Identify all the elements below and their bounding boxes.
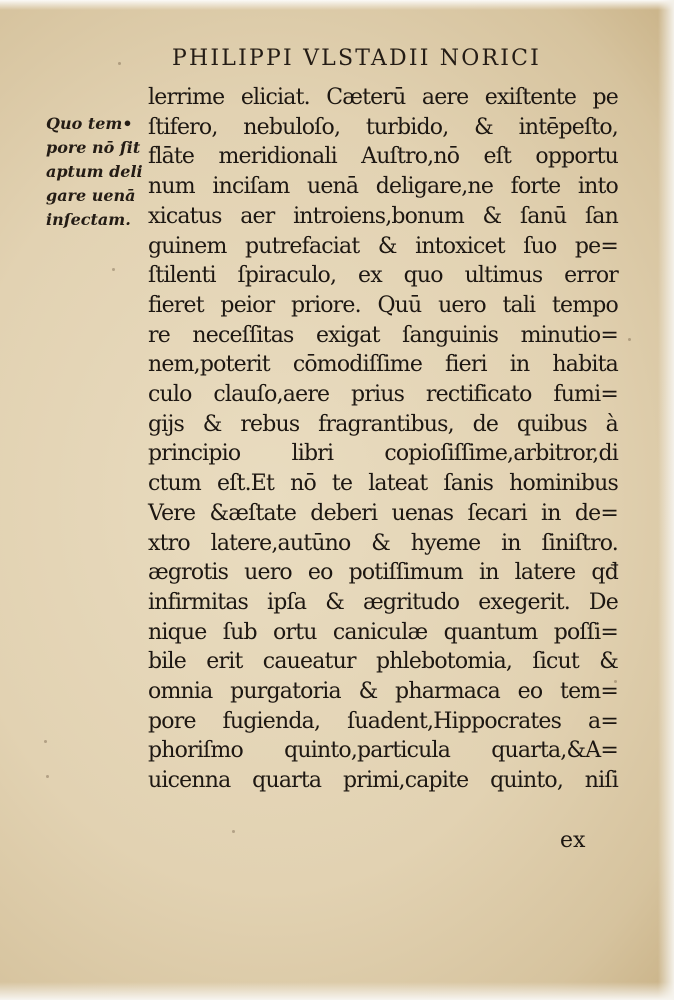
text-line: lerrime eliciat. Cæterū aere exiſtente pe <box>148 85 618 110</box>
marginal-note-line: Quo tem• <box>46 114 133 133</box>
text-line: ægrotis uero eo potiſſimum in latere qđ <box>148 560 618 586</box>
text-line: nem,poterit cōmodiſſime fieri in habita <box>148 352 618 378</box>
paper-speck <box>614 680 617 683</box>
marginal-note <box>46 112 150 232</box>
text-line: ſtilenti ſpiraculo, ex quo ultimus error <box>148 263 618 289</box>
text-line: guinem putrefaciat & intoxicet ſuo pe= <box>148 233 618 259</box>
text-line: nique ſub ortu caniculæ quantum poſſi= <box>148 619 618 645</box>
page-right-edge <box>658 0 674 1000</box>
text-line: phoriſmo quinto,particula quarta,&A= <box>148 738 618 764</box>
paper-speck <box>628 338 631 341</box>
text-line: fieret peior priore. Quū uero tali tempo <box>148 292 618 318</box>
text-line: bile erit caueatur phlebotomia, ſicut & <box>148 649 618 675</box>
catchword: ex <box>560 828 586 853</box>
text-line: re neceſſitas exigat ſanguinis minutio= <box>148 322 618 348</box>
running-head: PHILIPPI VLSTADII NORICI <box>172 46 542 71</box>
paper-speck <box>46 775 49 778</box>
paper-speck <box>118 62 121 65</box>
marginal-note-line: aptum deli <box>46 162 143 181</box>
text-line: xtro latere,autūno & hyeme in ſiniſtro. <box>148 530 618 556</box>
paper-speck <box>232 830 235 833</box>
text-line: omnia purgatoria & pharmaca eo tem= <box>148 679 618 705</box>
page-bottom-edge <box>0 982 674 1000</box>
paper-speck <box>112 268 115 271</box>
text-line: principio libri copioſiſſime,arbitror,di <box>148 441 618 467</box>
text-line: gijs & rebus fragrantibus, de quibus à <box>148 411 618 437</box>
text-line: num inciſam uenā deligare,ne forte into <box>148 174 618 200</box>
text-line: ctum eſt.Et nō te lateat ſanis hominibus <box>148 471 618 497</box>
paper-speck <box>44 740 47 743</box>
text-line: infirmitas ipſa & ægritudo exegerit. De <box>148 589 618 615</box>
text-line: culo clauſo,aere prius rectificato fumi= <box>148 382 618 408</box>
text-line: pore fugienda, ſuadent,Hippocrates a= <box>148 708 618 734</box>
page-top-edge <box>0 0 674 10</box>
text-line: ſtifero, nebuloſo, turbido, & intēpeſto, <box>148 114 618 140</box>
text-line: Vere &æſtate deberi uenas ſecari in de= <box>148 500 618 526</box>
text-line: uicenna quarta primi,capite quinto, niſi <box>148 768 618 794</box>
marginal-note-line: inſectam. <box>46 210 131 229</box>
body-text <box>148 83 618 796</box>
marginal-note-line: pore nō ſit <box>46 138 141 157</box>
marginal-note-line: gare uenā <box>46 186 136 205</box>
text-line: xicatus aer introiens,bonum & ſanū ſan <box>148 203 618 229</box>
text-line: flāte meridionali Auſtro,nō eſt opportu <box>148 144 618 170</box>
